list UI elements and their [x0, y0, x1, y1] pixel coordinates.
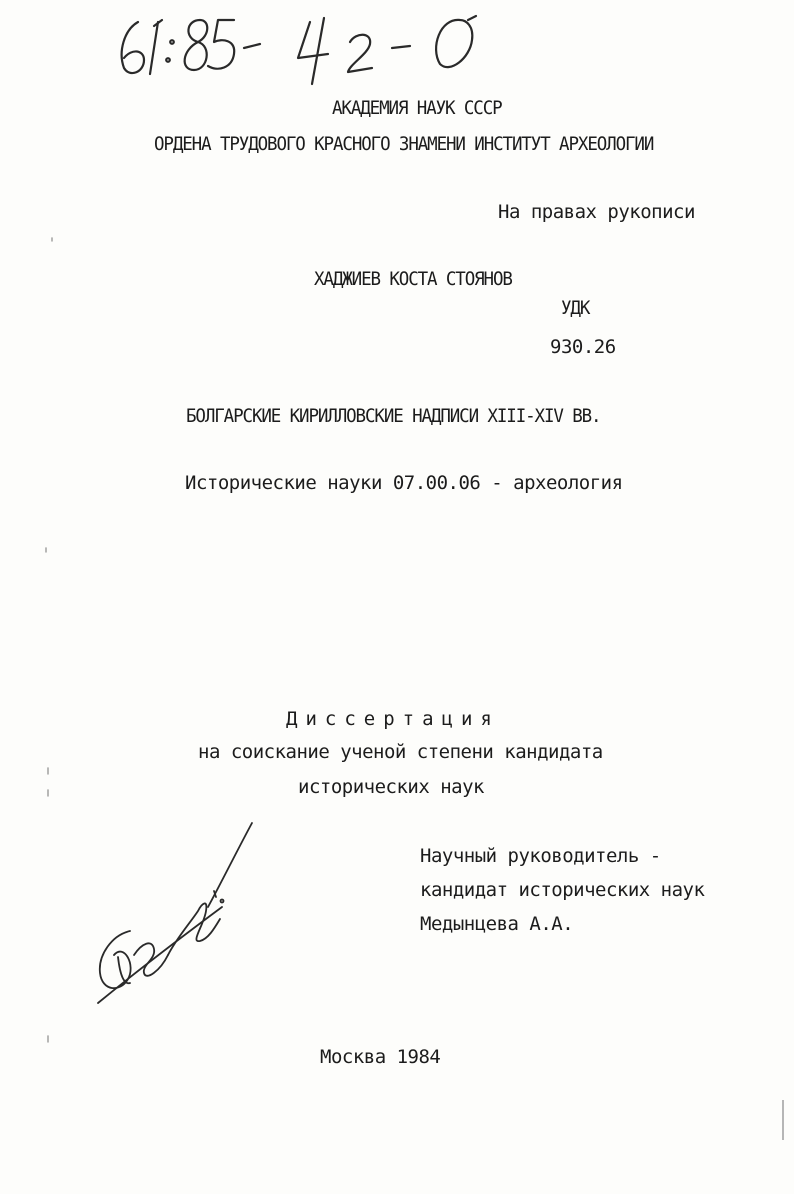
- handwritten-archive-mark: [110, 8, 550, 88]
- dissertation-word: Диссертация: [286, 708, 500, 730]
- degree-line-1: на соискание ученой степени кандидата: [198, 741, 603, 763]
- manuscript-rights-note: На правах рукописи: [498, 201, 695, 223]
- margin-punch-marks: [40, 0, 60, 1194]
- author-signature: [90, 815, 260, 1015]
- degree-line-2: исторических наук: [298, 776, 484, 798]
- udc-code: 930.26: [550, 336, 616, 358]
- specialty-line: Исторические науки 07.00.06 - археология: [185, 472, 623, 494]
- edge-mark: [780, 1100, 786, 1140]
- supervisor-role: Научный руководитель -: [420, 845, 661, 867]
- author-name: ХАДЖИЕВ КОСТА СТОЯНОВ: [314, 268, 512, 290]
- city-year: Москва 1984: [320, 1046, 441, 1068]
- supervisor-name: Медынцева А.А.: [420, 913, 574, 935]
- academy-heading: АКАДЕМИЯ НАУК СССР: [332, 97, 502, 119]
- supervisor-degree: кандидат исторических наук: [420, 879, 705, 901]
- institute-heading: ОРДЕНА ТРУДОВОГО КРАСНОГО ЗНАМЕНИ ИНСТИТУТ АРХЕОЛОГИИ: [154, 133, 654, 155]
- udc-label: УДК: [561, 297, 590, 319]
- dissertation-title: БОЛГАРСКИЕ КИРИЛЛОВСКИЕ НАДПИСИ XIII-XIV ВВ.: [186, 405, 601, 427]
